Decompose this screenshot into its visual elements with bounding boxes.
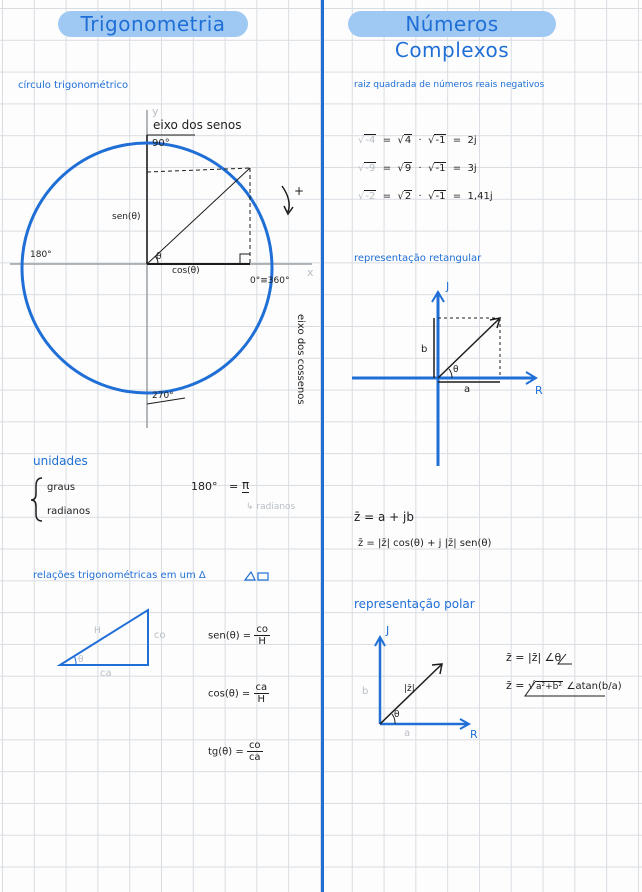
root-row-1-r1: 4 [404,135,412,146]
root-row-2-rhs: 3j [467,163,477,174]
root-row-1-rhs: 2j [467,135,477,146]
polar-axis-j: J [386,624,390,637]
tg-formula-lhs: tg(θ) = [208,746,244,758]
angle-270-label: 270° [152,391,174,401]
root-row-3-r1: 2 [404,191,412,202]
triangle-ca-label: ca [100,668,112,679]
right-angle-mark [240,254,250,264]
triangle-angle-arc [74,656,76,665]
tg-fraction [247,740,263,763]
sin-axis-label: eixo dos senos [153,118,242,132]
polar-heading: representação polar [354,597,475,611]
tg-den: ca [248,752,261,763]
z-polar-2-angle: ∠atan(b/a) [566,681,622,692]
z-polar-2-sqrt: a²+b² [536,682,563,692]
axis-x-label: x [307,266,314,279]
sen-num: co [256,624,268,635]
polar-mod-label: |z̄| [404,684,415,694]
polar-axis-r: R [470,728,478,741]
radius-vector [147,168,250,264]
z-polar-formula-2: z̄ = √a²+b² ∠atan(b/a) [506,679,622,692]
root-row-3-r2: -1 [435,191,446,202]
sin-projection [147,168,250,172]
root-row-1: √-4 = √4 · √-1 = 2j [358,135,477,146]
polar-b-label: b [362,686,369,697]
polar-theta-label: θ [394,710,400,720]
sen-den: H [258,636,266,647]
triangle-symbol [245,572,255,580]
cos-formula-lhs: cos(θ) = [208,688,251,700]
triangle-h-label: H [94,626,101,636]
units-brace [31,478,42,521]
polar-a-label: a [404,728,411,739]
root-row-3-lhs: √-2 [358,191,376,202]
z-polar-2-lhs: z̄ = [506,679,525,692]
sen-label: sen(θ) [112,212,141,222]
plus-sign: + [294,184,305,198]
sen-formula [208,624,270,647]
angle-0-360-label: 0°≡360° [250,276,290,286]
right-title: Números Complexos [348,11,556,37]
cos-den: H [257,694,266,705]
cos-formula [208,682,269,705]
angle-90-label: 90° [152,138,170,149]
cos-axis-label: eixo dos cossenos [295,314,306,405]
z-rect-formula: z̄ = a + jb [354,510,414,524]
rect-theta-label: θ [453,365,459,375]
axis-y-label: y [152,105,159,118]
cos-label: cos(θ) [172,266,200,276]
root-row-2-r1: 9 [404,163,412,174]
rect-b-label: b [421,344,428,355]
rect-vector [438,318,500,378]
root-row-2-r2: -1 [435,163,446,174]
triangle-theta-label: θ [78,655,84,665]
rect-axis-j: J [446,280,450,293]
tg-formula [208,740,263,763]
rect-a-label: a [464,384,471,395]
rect-axis-r: R [535,384,543,397]
deg-value: 180° [191,480,218,493]
unit-radians: radianos [47,506,91,517]
root-row-3-rhs: 1,41j [467,191,493,202]
left-title: Trigonometria [58,11,248,37]
tg-num: co [247,740,263,752]
units-heading: unidades [33,454,88,468]
sen-formula-lhs: sen(θ) = [208,630,252,642]
square-symbol [258,573,268,580]
right-triangle [60,610,148,665]
root-row-3: √-2 = √2 · √-1 = 1,41j [358,191,493,202]
z-expanded-formula: z̄ = |z̄| cos(θ) + j |z̄| sen(θ) [358,538,492,549]
roots-heading: raiz quadrada de números reais negativos [354,80,545,90]
root-row-1-lhs: √-4 [358,135,376,146]
relations-heading: relações trigonométricas em um Δ [33,570,206,581]
circle-heading: círculo trigonométrico [18,80,129,91]
cos-fraction [254,682,270,705]
rect-heading: representação retangular [354,253,482,264]
root-row-2: √-9 = √9 · √-1 = 3j [358,163,477,174]
unit-degrees: graus [47,482,76,493]
pi-note: ↳ radianos [246,502,296,512]
polar-vector [380,664,442,724]
root-row-1-r2: -1 [435,135,446,146]
deg-equals: = [229,480,239,493]
angle-180-label: 180° [30,250,52,260]
z-polar-formula-1: z̄ = |z̄| ∠θ [506,651,562,664]
root-row-2-lhs: √-9 [358,163,376,174]
triangle-co-label: co [154,630,166,641]
cos-num: ca [255,682,268,693]
sen-fraction [254,624,270,647]
pi-value: π [242,478,250,492]
theta-label: θ [156,252,162,262]
